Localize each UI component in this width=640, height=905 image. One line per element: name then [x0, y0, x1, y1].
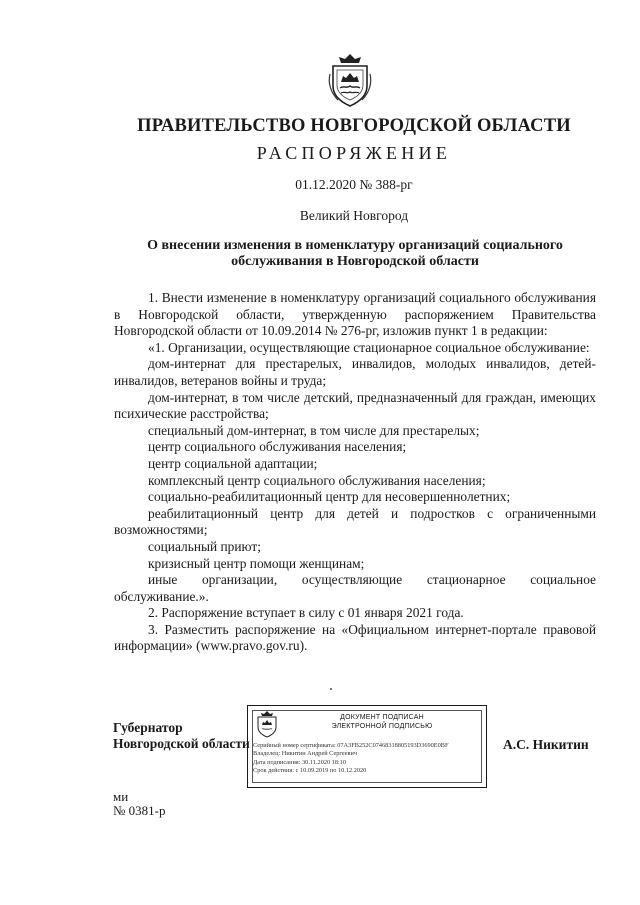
document-date-number: 01.12.2020 № 388-рг [295, 177, 413, 192]
document-subject [140, 238, 570, 270]
list-item: иные организации, осуществляющие стационарное социальное обслуживание.». [114, 572, 596, 604]
subject-line-2: обслуживания в Новгородской области [231, 254, 479, 269]
list-item: социальный приют; [148, 538, 261, 554]
list-item: специальный дом-интернат, в том числе для престарелых; [148, 422, 480, 438]
subject-line-1: О внесении изменения в номенклатуру организаций социального [147, 238, 563, 253]
stamp-signed-date: Дата подписания: 30.11.2020 18:10 [253, 758, 347, 766]
signatory-position [113, 720, 250, 752]
stamp-details [253, 742, 482, 775]
list-item: комплексный центр социального обслуживания населения; [148, 472, 486, 488]
list-item: дом-интернат для престарелых, инвалидов, молодых инвалидов, детей-инвалидов, ветеранов войны и труда; [114, 356, 596, 388]
paragraph-3: 3. Разместить распоряжение на «Официальном интернет-портале правовой информации» (www.pravo.gov.ru). [114, 621, 596, 654]
stamp-validity: Срок действия: с 10.09.2019 по 10.12.2020 [253, 766, 367, 774]
document-footer [113, 790, 165, 818]
document-type: РАСПОРЯЖЕНИЕ [256, 143, 452, 163]
document-body [114, 290, 596, 655]
electronic-signature-stamp [247, 705, 487, 788]
executor-initials: ми [113, 789, 129, 804]
signatory-name: А.С. Никитин [503, 737, 589, 752]
stamp-owner: Владелец: Никитин Андрей Сергеевич [253, 750, 358, 758]
paragraph-1: 1. Внести изменение в номенклатуру организаций социального обслуживания в Новгородской области, утвержденную распоряжением Правительства Новгородской области от 10.09.2014 № 276-рг, изложив пункт 1 в редакции: [114, 290, 596, 339]
list-item: центр социального обслуживания населения; [148, 439, 407, 455]
stamp-serial: Серийный номер сертификата: 07A3FB252C07468318805193D3690E0BF [253, 742, 449, 749]
list-item: «1. Организации, осуществляющие стационарное социальное обслуживание: [148, 339, 590, 355]
signatory-position-line-1: Губернатор [113, 720, 183, 735]
signatory-position-line-2: Новгородской области [113, 736, 250, 751]
coat-of-arms-icon [255, 710, 279, 738]
paragraph-2: 2. Распоряжение вступает в силу с 01 января 2021 года. [148, 605, 464, 621]
stamp-title-line-1: ДОКУМЕНТ ПОДПИСАН [340, 714, 424, 721]
document-city: Великий Новгород [299, 208, 409, 223]
list-item: кризисный центр помощи женщинам; [148, 555, 365, 571]
list-item: центр социальной адаптации; [148, 455, 318, 471]
stamp-title-line-2: ЭЛЕКТРОННОЙ ПОДПИСЬЮ [331, 723, 433, 730]
stamp-title [284, 713, 480, 731]
list-item: социально-реабилитационный центр для несовершеннолетних; [148, 489, 511, 505]
list-item: дом-интернат, в том числе детский, предназначенный для граждан, имеющих психические расстройства; [114, 389, 596, 422]
list-item: реабилитационный центр для детей и подростков с ограниченными возможностями; [114, 505, 596, 538]
coat-of-arms-icon [327, 52, 373, 108]
organization-title: ПРАВИТЕЛЬСТВО НОВГОРОДСКОЙ ОБЛАСТИ [137, 116, 571, 136]
scan-speck [330, 688, 332, 690]
registration-number: № 0381-р [113, 803, 166, 818]
